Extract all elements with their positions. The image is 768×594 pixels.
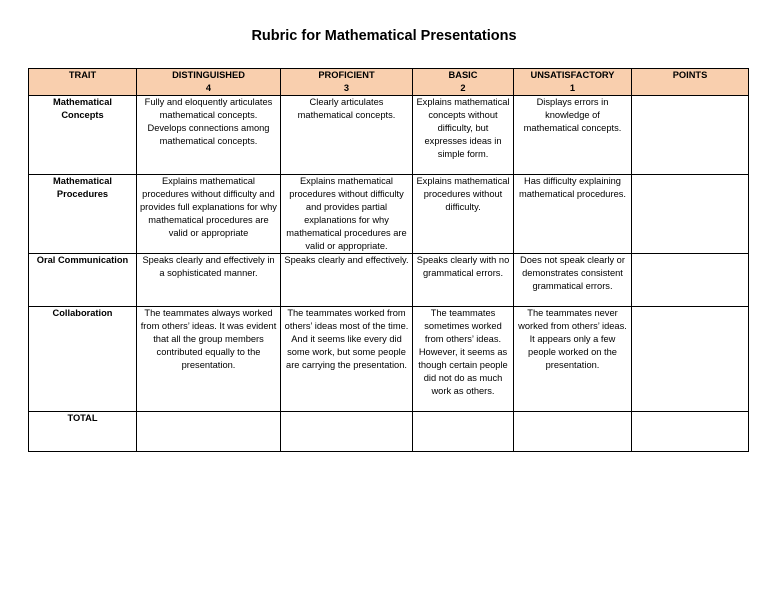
unsatisfactory-cell: Does not speak clearly or demonstrates consistent grammatical errors. [514, 254, 632, 307]
distinguished-cell: Fully and eloquently articulates mathematical concepts. Develops connections among mathematical concepts. [137, 96, 281, 175]
header-label: POINTS [672, 70, 708, 80]
header-row [29, 69, 749, 96]
header-label: BASIC [448, 70, 478, 80]
table-row [29, 254, 749, 307]
rubric-table [28, 68, 749, 452]
points-cell[interactable] [632, 254, 749, 307]
points-cell[interactable] [632, 307, 749, 412]
total-distinguished-cell [137, 412, 281, 452]
distinguished-cell: Speaks clearly and effectively in a sophisticated manner. [137, 254, 281, 307]
table-row [29, 96, 749, 175]
basic-cell: The teammates sometimes worked from others’ ideas. However, it seems as though certain people did not do as much work as others. [413, 307, 514, 412]
document-title: Rubric for Mathematical Presentations [251, 28, 517, 44]
total-row [29, 412, 749, 452]
basic-cell: Explains mathematical procedures without difficulty. [413, 175, 514, 254]
total-basic-cell [413, 412, 514, 452]
header-label: DISTINGUISHED [172, 70, 245, 80]
basic-cell: Speaks clearly with no grammatical errors. [413, 254, 514, 307]
proficient-cell: Speaks clearly and effectively. [281, 254, 413, 307]
total-proficient-cell [281, 412, 413, 452]
basic-cell: Explains mathematical concepts without difficulty, but expresses ideas in simple form. [413, 96, 514, 175]
table-row [29, 307, 749, 412]
proficient-cell: Clearly articulates mathematical concepts. [281, 96, 413, 175]
total-points-cell[interactable] [632, 412, 749, 452]
trait-cell: Collaboration [29, 307, 137, 412]
header-label: PROFICIENT [318, 70, 375, 80]
proficient-cell: The teammates worked from others’ ideas most of the time. And it seems like every did some work, but some people are carrying the presentation. [281, 307, 413, 412]
points-cell[interactable] [632, 175, 749, 254]
trait-cell: Mathematical Concepts [29, 96, 137, 175]
unsatisfactory-cell: The teammates never worked from others’ ideas. It appears only a few people worked on the presentation. [514, 307, 632, 412]
header-label: UNSATISFACTORY [530, 70, 615, 80]
unsatisfactory-cell: Displays errors in knowledge of mathematical concepts. [514, 96, 632, 175]
header-score: 1 [569, 83, 576, 93]
trait-cell: Oral Communication [29, 254, 137, 307]
header-score: 2 [460, 83, 466, 93]
header-basic [413, 69, 514, 96]
header-trait [29, 69, 137, 96]
proficient-cell: Explains mathematical procedures without difficulty and provides partial explanations for why mathematical procedures are valid or appropriate. [281, 175, 413, 254]
header-label: TRAIT [68, 70, 97, 80]
header-proficient [281, 69, 413, 96]
total-unsatisfactory-cell [514, 412, 632, 452]
header-unsatisfactory [514, 69, 632, 96]
table-row [29, 175, 749, 254]
header-distinguished [137, 69, 281, 96]
header-points [632, 69, 749, 96]
distinguished-cell: Explains mathematical procedures without difficulty and provides full explanations for why mathematical procedures are valid or appropriate [137, 175, 281, 254]
points-cell[interactable] [632, 96, 749, 175]
distinguished-cell: The teammates always worked from others’ ideas. It was evident that all the group members contributed equally to the presentation. [137, 307, 281, 412]
trait-cell: Mathematical Procedures [29, 175, 137, 254]
unsatisfactory-cell: Has difficulty explaining mathematical procedures. [514, 175, 632, 254]
total-label: TOTAL [29, 412, 137, 452]
header-score: 3 [343, 83, 350, 93]
header-score: 4 [205, 83, 212, 93]
